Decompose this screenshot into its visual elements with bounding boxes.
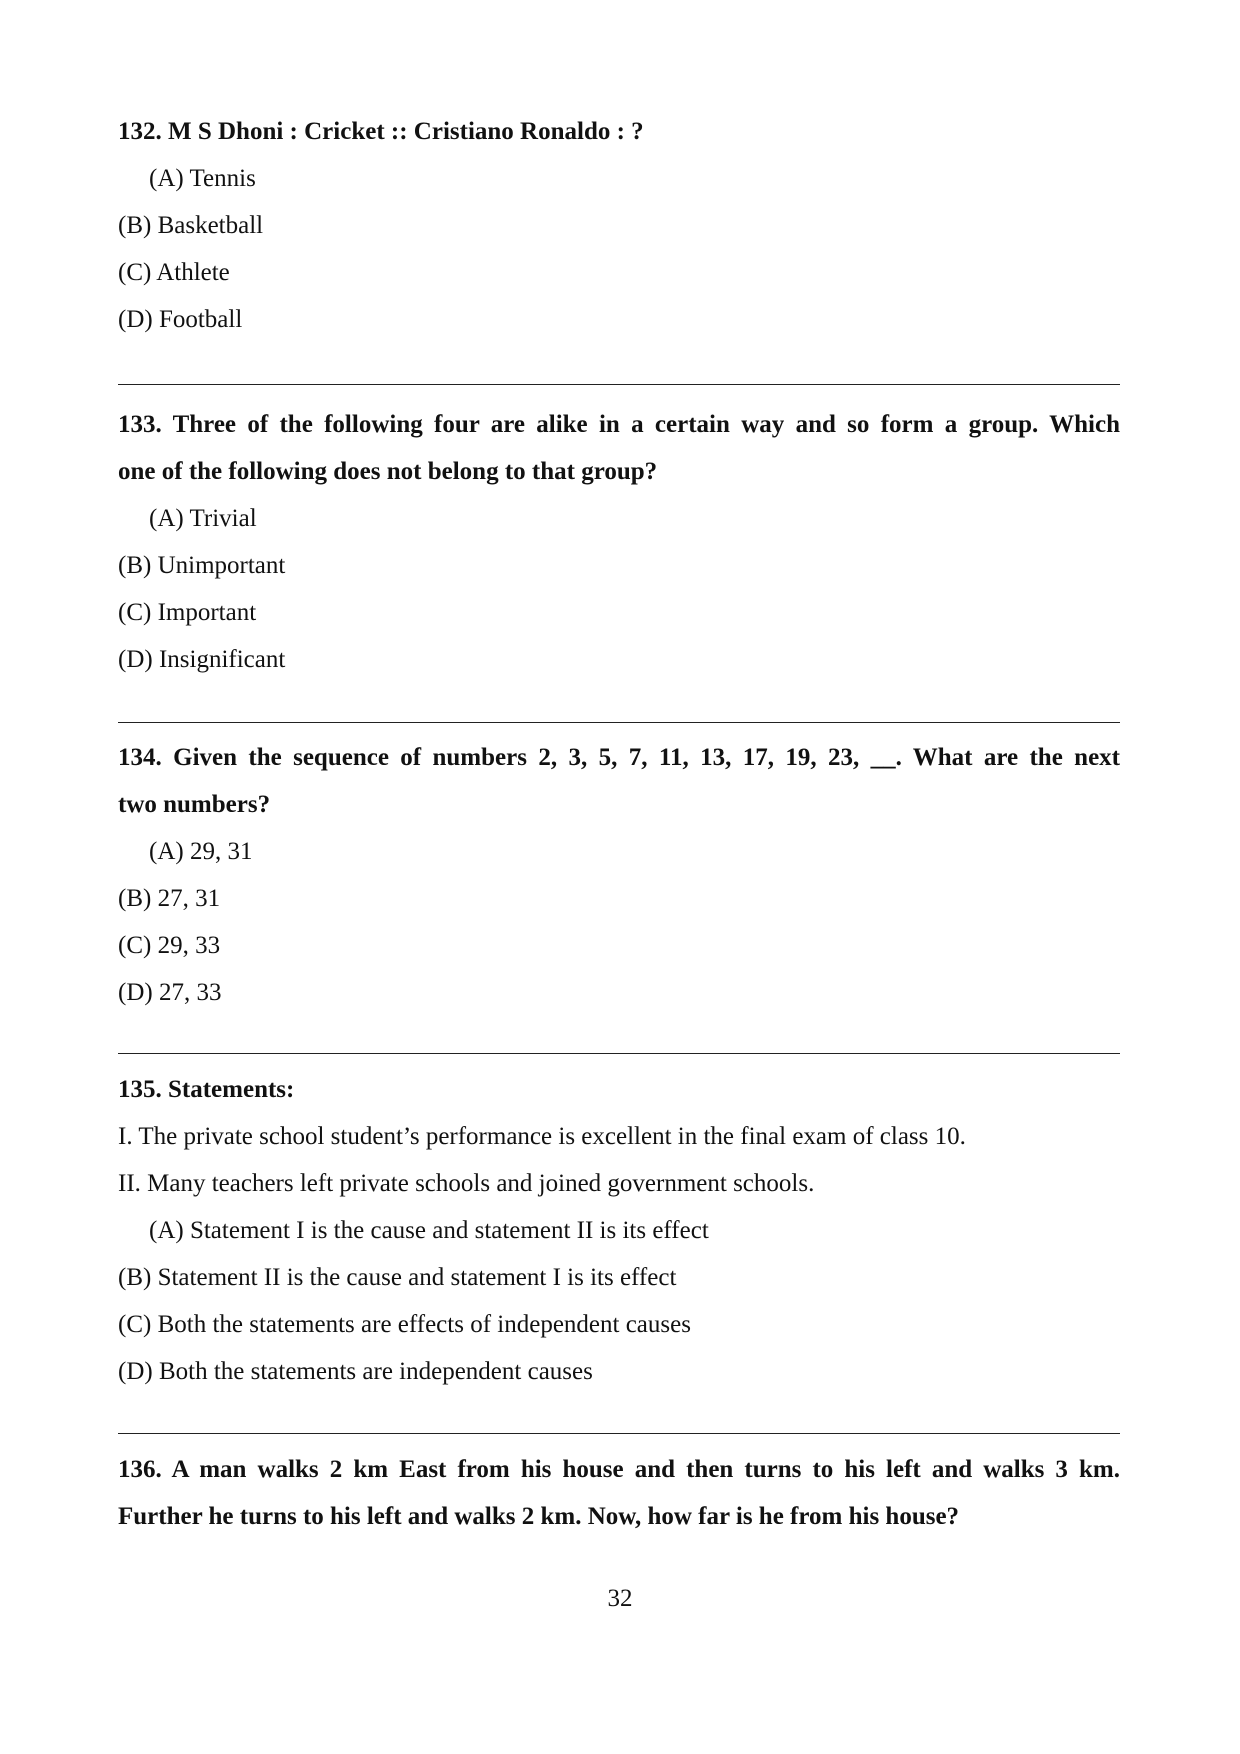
divider — [118, 1433, 1120, 1434]
option-d: (D) 27, 33 — [118, 979, 222, 1006]
option-a: (A) 29, 31 — [149, 838, 253, 865]
option-b: (B) Statement II is the cause and statement I is its effect — [118, 1264, 677, 1291]
question-text: 136. A man walks 2 km East from his house and then turns to his left and walks 3 km. — [118, 1456, 1120, 1483]
question-text: 134. Given the sequence of numbers 2, 3, 5, 7, 11, 13, 17, 19, 23, __. What are the next — [118, 744, 1120, 771]
option-c: (C) Both the statements are effects of independent causes — [118, 1311, 691, 1338]
statement-2: II. Many teachers left private schools and joined government schools. — [118, 1170, 815, 1197]
option-b: (B) 27, 31 — [118, 885, 221, 912]
question-text-cont: Further he turns to his left and walks 2 km. Now, how far is he from his house? — [118, 1503, 960, 1530]
divider — [118, 722, 1120, 723]
page-number: 32 — [607, 1585, 633, 1612]
question-135 — [118, 1066, 1120, 1395]
question-136 — [118, 1446, 1120, 1540]
option-d: (D) Football — [118, 306, 243, 333]
question-133 — [118, 401, 1120, 683]
option-d: (D) Both the statements are independent causes — [118, 1358, 593, 1385]
statement-1: I. The private school student’s performance is excellent in the final exam of class 10. — [118, 1123, 966, 1150]
option-b: (B) Basketball — [118, 212, 264, 239]
option-a: (A) Tennis — [149, 165, 256, 192]
option-c: (C) Important — [118, 599, 257, 626]
question-text: 135. Statements: — [118, 1076, 295, 1103]
option-c: (C) Athlete — [118, 259, 230, 286]
divider — [118, 1053, 1120, 1054]
question-text-cont: one of the following does not belong to that group? — [118, 458, 658, 485]
option-c: (C) 29, 33 — [118, 932, 221, 959]
question-text: 133. Three of the following four are alike in a certain way and so form a group. Which — [118, 411, 1120, 438]
question-134 — [118, 734, 1120, 1016]
question-text-cont: two numbers? — [118, 791, 271, 818]
option-a: (A) Statement I is the cause and statement II is its effect — [149, 1217, 709, 1244]
option-a: (A) Trivial — [149, 505, 257, 532]
option-d: (D) Insignificant — [118, 646, 286, 673]
divider — [118, 384, 1120, 385]
question-text: 132. M S Dhoni : Cricket :: Cristiano Ronaldo : ? — [118, 118, 644, 145]
question-132 — [118, 108, 1120, 343]
option-b: (B) Unimportant — [118, 552, 286, 579]
